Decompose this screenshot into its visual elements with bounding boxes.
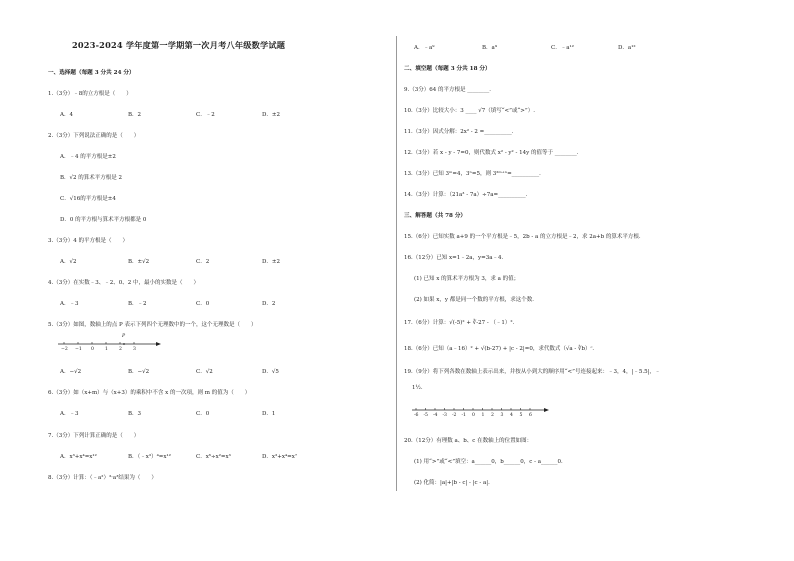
question-3: 3.（3分）4 的平方根是（ ） (48, 238, 128, 244)
q7-option-c: C．x⁶÷x²=x³ (196, 454, 231, 460)
q7-option-d: D．x³+x⁴=x⁷ (262, 454, 298, 460)
q6-option-d: D．1 (262, 411, 276, 417)
q3-option-c: C．2 (196, 259, 210, 265)
q19-tick-label: 4 (510, 413, 513, 418)
q5-option-b: B．−√2 (128, 369, 150, 375)
q1-option-d: D．±2 (262, 112, 281, 118)
q19-tick-label: -5 (423, 413, 428, 418)
question-12: 12.（3分）若 x - y - 7=0，则代数式 x² - y² - 14y 的值等于 ________． (404, 150, 583, 156)
q5-point-label: P (122, 334, 126, 339)
q5-axis-arrow (156, 342, 161, 346)
q19-tick-label: 5 (519, 413, 523, 418)
q5-option-a: A．−√2 (60, 369, 82, 375)
question-7: 7.（3分）下列计算正确的是（ ） (48, 433, 140, 439)
q19-tick-label: -4 (433, 413, 438, 418)
q5-tick-label: 2 (119, 347, 122, 352)
section-fill-heading: 二、填空题（每题 3 分共 18 分） (404, 66, 491, 72)
q8-option-a: A．﹣a⁹ (414, 45, 435, 51)
question-1: 1.（3分）﹣8的立方根是（ ） (48, 91, 132, 97)
q19-tick-label: 0 (472, 413, 475, 418)
question-16-part-1: (1) 已知 x 的算术平方根为 3，求 a 的值； (414, 276, 520, 282)
q5-number-line (56, 334, 166, 356)
q19-tick-label: 3 (500, 413, 504, 418)
question-11: 11.（3分）因式分解：2x² - 2 =__________． (404, 129, 518, 135)
q2-option-a: A．﹣4 的平方根是±2 (60, 154, 116, 160)
q5-option-c: C．√2 (196, 369, 213, 375)
q7-option-b: B．（﹣x³）⁴=x¹² (128, 454, 171, 460)
page-title: 2023-2024 学年度第一学期第一次月考八年级数学试题 (72, 40, 286, 50)
q8-option-d: D．a¹² (618, 45, 636, 51)
question-9: 9.（3分）64 的平方根是 ________． (404, 87, 495, 93)
q2-option-d: D．0 的平方根与算术平方根都是 0 (60, 217, 147, 223)
q1-option-c: C．﹣2 (196, 112, 215, 118)
question-20-part-1: (1) 用“>”或“<”填空：a______0，b______0，c - a______0． (414, 459, 567, 465)
section-choice-heading: 一、选择题（每题 3 分共 24 分） (48, 70, 135, 76)
q6-option-b: B．3 (128, 411, 142, 417)
q4-option-c: C．0 (196, 301, 210, 307)
q19-tick-label: -2 (452, 413, 457, 418)
question-20: 20.（12分）有理数 a、b、c 在数轴上的位置如图： (404, 438, 533, 444)
question-19-fraction: 1½． (412, 385, 427, 391)
q3-option-a: A．√2 (60, 259, 77, 265)
q5-point-p (123, 343, 125, 345)
question-16-part-2: (2) 如果 x，y 都是同一个数的平方根，求这个数． (414, 297, 538, 303)
question-2: 2.（3分）下列说法正确的是（ ） (48, 133, 140, 139)
q4-option-b: B．﹣2 (128, 301, 147, 307)
question-14: 14.（3分）计算：（21a³ - 7a）÷7a=__________． (404, 192, 532, 198)
question-19: 19.（9分）将下列各数在数轴上表示出来，并按从小到大的顺序用“<”号连接起来：﹣3，4，|﹣5.5|，﹣ (404, 369, 661, 375)
question-13: 13.（3分）已知 3ᵐ=4，3ⁿ=5，则 3²ᵐ⁺ⁿ=__________． (404, 171, 545, 177)
column-divider (396, 36, 397, 491)
q1-option-a: A．4 (60, 112, 73, 118)
question-20-part-2: (2) 化简：|a|+|b - c| - |c - a|． (414, 480, 494, 486)
q5-option-d: D．√5 (262, 369, 279, 375)
q3-option-b: B．±√2 (128, 259, 150, 265)
section-answer-heading: 三、解答题（共 78 分） (404, 213, 467, 219)
question-4: 4.（3分）在实数﹣3、﹣2、0、2 中，最小的实数是（ ） (48, 280, 199, 286)
question-5: 5.（3分）如图，数轴上的点 P 表示下列四个无理数中的一个，这个无理数是（ ） (48, 322, 257, 328)
q19-tick-label: 6 (529, 413, 532, 418)
question-8: 8.（3分）计算：（﹣a²）³·a³结果为（ ） (48, 475, 157, 481)
question-6: 6.（3分）如（x+m）与（x+3）的乘积中不含 x 的一次项，则 m 的值为（ ） (48, 390, 251, 396)
q6-option-a: A．﹣3 (60, 411, 79, 417)
q4-option-a: A．﹣3 (60, 301, 79, 307)
q4-option-d: D．2 (262, 301, 276, 307)
question-10: 10.（3分）比较大小：3 ____ √7（填写“<”或“>”）. (404, 108, 535, 114)
q8-option-c: C．﹣a¹² (551, 45, 574, 51)
q19-tick-label: -6 (414, 413, 419, 418)
q5-tick-label: 1 (105, 347, 108, 352)
q7-option-a: A．x³+x⁴=x¹² (60, 454, 97, 460)
q6-option-c: C．0 (196, 411, 210, 417)
q1-option-b: B．2 (128, 112, 142, 118)
q19-tick-label: -1 (461, 413, 466, 418)
q5-tick-label: −1 (75, 347, 82, 352)
q19-axis-arrow (544, 408, 549, 412)
q5-tick-label: −2 (61, 347, 68, 352)
q2-option-b: B．√2 的算术平方根是 2 (60, 175, 123, 181)
q5-tick-label: 3 (133, 347, 136, 352)
q19-tick-label: 2 (491, 413, 494, 418)
q19-tick-label: -3 (442, 413, 447, 418)
q19-tick-label: 1 (481, 413, 485, 418)
question-18: 18.（6分）已知（a﹣16）² + √(b-27) + |c - 2|=0，求代数式（√a - ∛b）ᶜ． (404, 346, 598, 352)
q2-option-c: C．√16的平方根是±4 (60, 196, 116, 202)
question-15: 15.（6分）已知实数 a+9 的一个平方根是﹣5，2b - a 的立方根是﹣2，求 2a+b 的算术平方根． (404, 234, 645, 240)
question-17: 17.（6分）计算：√(-5)² + ∛-27 - （﹣1）²． (404, 320, 519, 326)
q3-option-d: D．±2 (262, 259, 281, 265)
q8-option-b: B．a⁹ (482, 45, 498, 51)
q5-tick-label: 0 (91, 347, 94, 352)
question-16: 16.（12分）已知 x=1﹣2a，y=3a﹣4． (404, 255, 507, 261)
